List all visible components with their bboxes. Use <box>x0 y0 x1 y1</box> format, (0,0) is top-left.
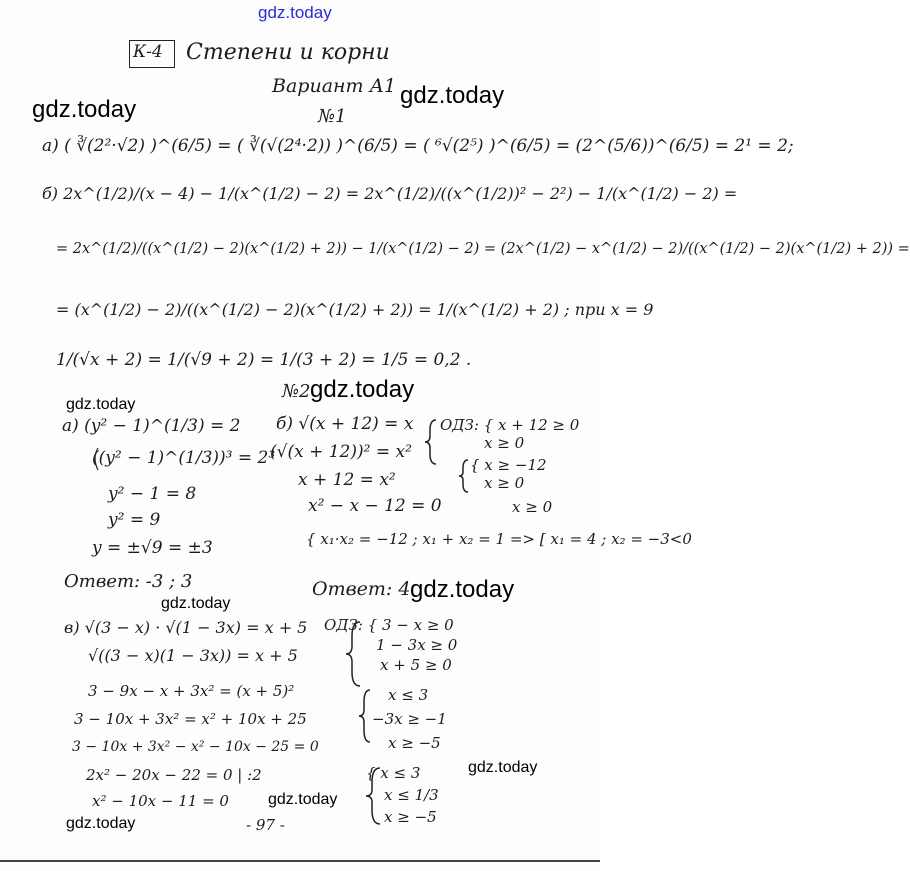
task2v-line: √((3 − x)(1 − 3x)) = x + 5 <box>88 646 298 665</box>
odz-line: x ≥ 0 <box>484 474 525 492</box>
watermark: gdz.today <box>66 815 136 832</box>
task2v-line: x² − 10x − 11 = 0 <box>92 792 229 810</box>
task2b-line: б) √(x + 12) = x <box>276 414 414 434</box>
task1-line: = 2x^(1/2)/((x^(1/2) − 2)(x^(1/2) + 2)) − 1/(x^(1/2) − 2) = (2x^(1/2) − x^(1/2) − 2)/((x^(1/2) − 2)(x^(1/2) + 2)) = <box>56 241 910 257</box>
watermark: gdz.today <box>66 396 136 413</box>
task2v-line: 3 − 10x + 3x² = x² + 10x + 25 <box>74 710 307 728</box>
odz-line: x ≥ −5 <box>388 734 441 752</box>
task2a-answer: Ответ: -3 ; 3 <box>64 571 193 592</box>
task2a-line: y² = 9 <box>108 510 161 530</box>
odz-line: x + 5 ≥ 0 <box>380 656 452 674</box>
page-number: - 97 - <box>246 816 285 834</box>
odz-line: ОДЗ: { 3 − x ≥ 0 <box>324 616 454 634</box>
task2b-line: x + 12 = x² <box>298 470 396 490</box>
task2b-line: x² − x − 12 = 0 <box>308 496 442 516</box>
task2v-line: 3 − 10x + 3x² − x² − 10x − 25 = 0 <box>72 739 319 755</box>
watermark: gdz.today <box>310 376 415 403</box>
odz-line: 1 − 3x ≥ 0 <box>376 636 458 654</box>
task2b-answer: Ответ: 4 <box>312 578 411 600</box>
task2v-line: 3 − 9x − x + 3x² = (x + 5)² <box>88 682 295 700</box>
odz-line: −3x ≥ −1 <box>372 710 447 728</box>
page-bottom-edge <box>0 860 600 862</box>
odz-line: x ≥ 0 <box>512 498 553 516</box>
watermark: gdz.today <box>258 3 332 22</box>
watermark: gdz.today <box>400 82 505 109</box>
task1-line: = (x^(1/2) − 2)/((x^(1/2) − 2)(x^(1/2) + 2)) = 1/(x^(1/2) + 2) ; при x = 9 <box>56 300 654 319</box>
odz-line: x ≥ 0 <box>484 434 525 452</box>
task2a-line: y = ±√9 = ±3 <box>92 538 213 558</box>
variant-label: Вариант А1 <box>272 75 397 97</box>
watermark: gdz.today <box>410 576 515 603</box>
task2a-line: y² − 1 = 8 <box>108 484 197 504</box>
odz-line: x ≤ 3 <box>388 686 429 704</box>
odz-line: { x ≥ −12 <box>470 456 547 474</box>
task1-line: б) 2x^(1/2)/(x − 4) − 1/(x^(1/2) − 2) = 2x^(1/2)/((x^(1/2))² − 2²) − 1/(x^(1/2) − 2) = <box>42 184 738 203</box>
task1-line: а) ( ∛(2²·√2) )^(6/5) = ( ∛(√(2⁴·2)) )^(6/5) = ( ⁶√(2⁵) )^(6/5) = (2^(5/6))^(6/5) = 2¹ = 2; <box>42 136 794 156</box>
test-badge: К-4 <box>133 42 163 62</box>
task2b-line: (√(x + 12))² = x² <box>270 442 412 462</box>
page-title: Степени и корни <box>186 40 390 65</box>
watermark: gdz.today <box>161 595 231 612</box>
odz-line: x ≥ −5 <box>384 808 437 826</box>
task2v-line: в) √(3 − x) · √(1 − 3x) = x + 5 <box>64 618 308 637</box>
task1-line: 1/(√x + 2) = 1/(√9 + 2) = 1/(3 + 2) = 1/5 = 0,2 . <box>56 350 472 370</box>
odz-line: { x ≤ 3 <box>366 764 421 782</box>
task2b-line: { x₁·x₂ = −12 ; x₁ + x₂ = 1 => [ x₁ = 4 ; x₂ = −3<0 <box>306 530 692 548</box>
task2a-line: а) (y² − 1)^(1/3) = 2 <box>62 416 241 436</box>
task2v-line: 2x² − 20x − 22 = 0 | :2 <box>86 766 262 784</box>
watermark: gdz.today <box>468 759 538 776</box>
odz-line: x ≤ 1/3 <box>384 786 439 804</box>
odz-line: ОДЗ: { x + 12 ≥ 0 <box>440 416 580 434</box>
watermark: gdz.today <box>32 96 137 123</box>
task-number: №1 <box>318 106 347 127</box>
watermark: gdz.today <box>268 791 338 808</box>
task2a-line: ((y² − 1)^(1/3))³ = 2³ <box>92 448 276 468</box>
task-number: №2 <box>282 381 311 402</box>
